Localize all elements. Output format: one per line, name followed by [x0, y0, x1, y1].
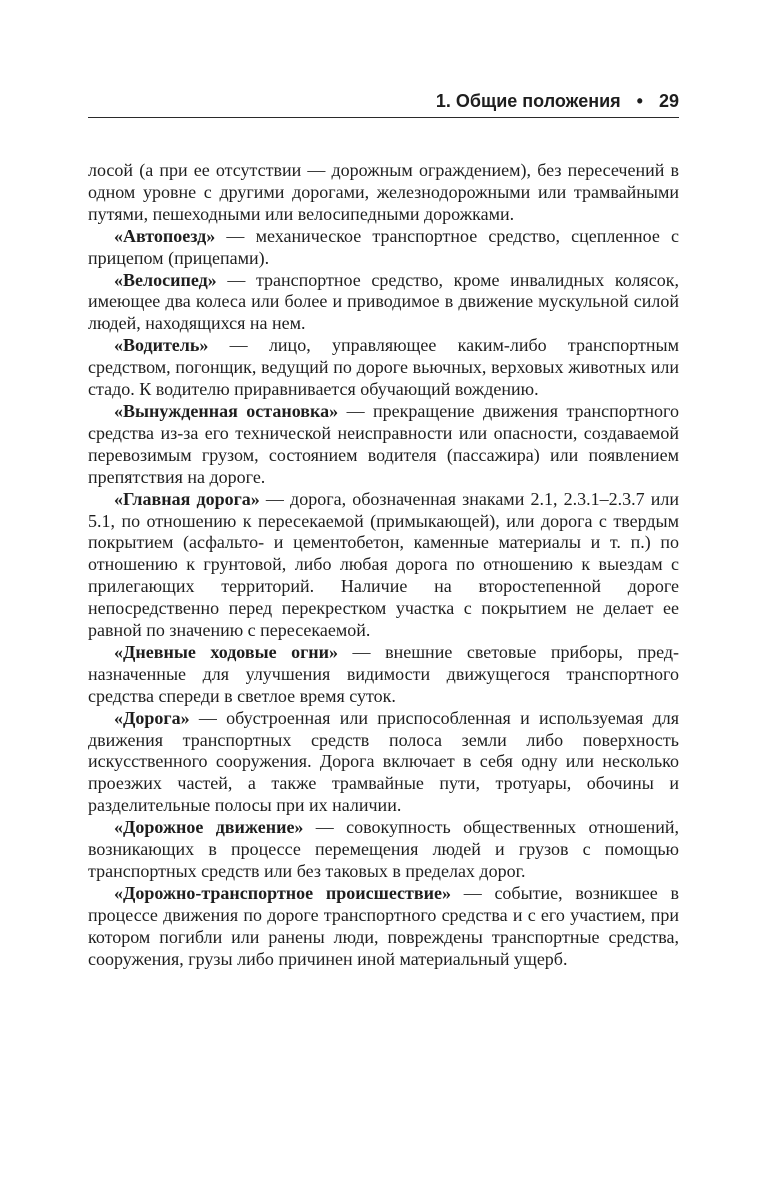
definition-term: «Автопоезд»	[114, 225, 216, 246]
definition-dorozhnoe-dvizhenie	[88, 817, 679, 883]
definition-text: — событие, возникшее в процессе движения по дороге транспортного средства и с его участием, при котором погибли или ранены люди, повреждены транспортные средства, сооружения, грузы либо причинен иной материальный ущерб.	[88, 882, 679, 969]
definition-text: — дорога, обозначенная знаками 2.1, 2.3.1–2.3.7 или 5.1, по отношению к пересекаемой (примыкающей), или дорога с твердым покрытием (асфальто- и цементобетон, каменные материалы и т. п.) по отношению к грунтовой, либо любая дорога по отношению к выездам с прилегающих территорий. Наличие на второстепенной дороге непосредственно перед перекрестком участка с покрытием не делает ее равной по значению с пересекаемой.	[88, 488, 679, 641]
definition-term: «Вынужденная остановка»	[114, 400, 339, 421]
definition-doroga	[88, 708, 679, 818]
section-title: 1. Общие положения	[435, 91, 621, 111]
definition-avtopoezd	[88, 226, 679, 270]
definition-vynuzhdennaya-ostanovka	[88, 401, 679, 489]
definition-term: «Велосипед»	[114, 269, 217, 290]
definition-term: «Дневные ходовые огни»	[114, 641, 339, 662]
page-number: 29	[658, 91, 679, 111]
body-text	[88, 160, 679, 971]
definition-text: — совокупность общественных отношений, возникающих в процессе перемещения людей и грузов с помощью транспортных средств или без таковых в пределах дорог.	[88, 817, 679, 881]
definition-text: — прекращение движения транспортного средства из-за его технической неисправности или опасности, создаваемой перевозимым грузом, состоянием водителя (пассажира) или появлением препятствия на дороге.	[88, 400, 679, 487]
definition-term: «Дорожно-транспортное происшествие»	[114, 882, 451, 903]
header-bullet: •	[636, 91, 643, 111]
definition-text: — внешние световые приборы, предназначенные для улучшения видимости движущегося транспортного средства спереди в светлое время суток.	[88, 641, 679, 706]
definition-term: «Водитель»	[114, 335, 209, 356]
definition-text: — транспортное средство, кроме инвалидных колясок, имеющее два колеса или более и приводимое в движение мускульной силой людей, находящихся на нем.	[88, 269, 679, 334]
definition-velosiped	[88, 270, 679, 336]
definition-dnevnye-khodovye-ogni	[88, 642, 679, 708]
definition-term: «Дорога»	[114, 707, 190, 728]
definition-text: — механическое транспортное средство, сцепленное с прицепом (прицепами).	[88, 225, 679, 268]
paragraph-text: лосой (а при ее отсутствии — дорожным ограждением), без пересечений в одном уровне с другими дорогами, железнодорожными или трамвайными путями, пешеходными или велосипедными дорожками.	[88, 160, 679, 224]
paragraph-continuation	[88, 160, 679, 226]
definition-term: «Главная дорога»	[114, 488, 260, 509]
running-header	[88, 88, 679, 118]
definition-glavnaya-doroga	[88, 489, 679, 642]
definition-dtp	[88, 883, 679, 971]
definition-text: — лицо, управляющее каким-либо транспортным средством, погонщик, ведущий по дороге вьючных, верховых животных или стадо. К водителю приравнивается обучающий вождению.	[88, 335, 679, 400]
definition-voditel	[88, 335, 679, 401]
definition-text: — обустроенная или приспособленная и используемая для движения транспортных средств полоса земли либо поверхность искусственного сооружения. Дорога включает в себя одну или несколько проезжих частей, а также трамвайные пути, тротуары, обочины и разделительные полосы при их наличии.	[88, 707, 679, 816]
definition-term: «Дорожное движение»	[114, 817, 304, 838]
